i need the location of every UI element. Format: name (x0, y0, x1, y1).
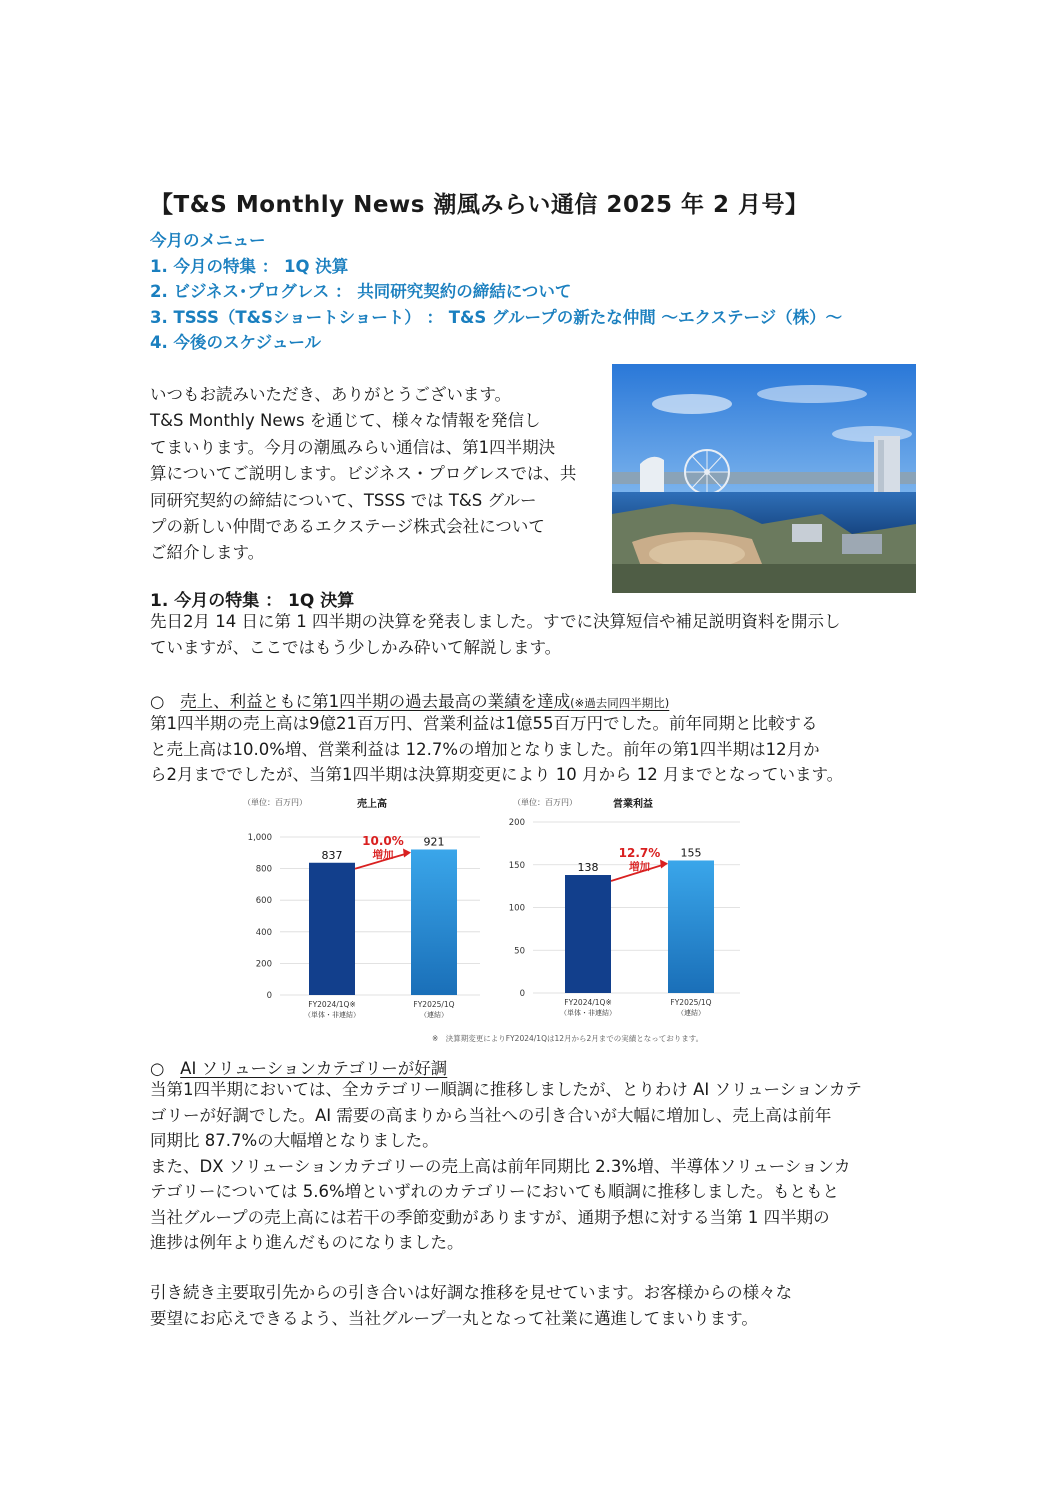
growth-arrow-head (660, 859, 668, 868)
chart-bar (565, 875, 611, 993)
chart-data-label: 138 (577, 861, 599, 875)
closing-line: 引き続き主要取引先からの引き合いは好調な推移を見せています。お客様からの様々な (150, 1283, 793, 1302)
intro-line: 同研究契約の締結について、TSSS では T&S グルー (150, 490, 537, 510)
growth-percent-label: 12.7% (618, 846, 661, 861)
chart-ytick-label: 800 (255, 864, 272, 875)
intro-line: いつもお読みいただき、ありがとうございます。 (150, 385, 512, 404)
operating-profit-chart (505, 795, 745, 1027)
chart-bar (668, 860, 714, 993)
sub1-line: ら2月まででしたが、当第1四半期は決算期変更により 10 月から 12 月までとなっています。 (150, 765, 844, 784)
sub2-line: ゴリーが好調でした。AI 需要の高まりから当社への引き合いが大幅に増加し、売上高は前年 (150, 1105, 832, 1125)
sub2-line: 当第1四半期においては、全カテゴリー順調に推移しましたが、とりわけ AI ソリューションカテ (150, 1080, 862, 1099)
closing-paragraph (150, 1280, 792, 1331)
chart-title: 売上高 (357, 799, 387, 810)
chart-ytick-label: 0 (266, 991, 272, 1001)
chart-ytick-label: 200 (255, 959, 272, 970)
bullet-circle-icon: ○ (150, 1059, 165, 1078)
sub2-heading-row (150, 1055, 447, 1079)
menu-heading: 今月のメニュー (150, 231, 266, 250)
intro-paragraph (150, 382, 600, 567)
sub2-line: テゴリーについては 5.6%増といずれのカテゴリーにおいても順調に推移しました。もともと (150, 1182, 840, 1201)
chart-footnote: ※ 決算期変更によりFY2024/1Qは12月から2月までの実績となっております。 (432, 1034, 704, 1043)
harbor-cityscape-image (612, 364, 916, 593)
intro-line: T&S Monthly News を通じて、様々な情報を発信し (150, 411, 541, 431)
chart-ytick-label: 1,000 (247, 833, 272, 843)
menu-item: 2. ビジネス･プログレス ： 共同研究契約の締結について (150, 282, 572, 301)
operating-profit-chart-svg (505, 795, 745, 1027)
intro-line: てまいります。今月の潮風みらい通信は、第1四半期決 (150, 437, 556, 457)
sub1-paragraph (150, 711, 843, 788)
growth-percent-label: 10.0% (362, 833, 404, 848)
chart-category-sublabel: （連結） (677, 1009, 705, 1017)
sub2-paragraph (150, 1077, 862, 1256)
sub2-line: また、DX ソリューションカテゴリーの売上高は前年同期比 2.3%増、半導体ソリューションカ (150, 1156, 851, 1176)
sub1-heading-text: 売上、利益ともに第1四半期の過去最高の業績を達成 (180, 692, 571, 711)
chart-category-label: FY2025/1Q (670, 998, 712, 1007)
chart-bar (309, 863, 355, 995)
sub1-line: と売上高は10.0%増、営業利益は 12.7%の増加となりました。前年の第1四半期は12月か (150, 739, 820, 759)
chart-ytick-label: 150 (508, 860, 525, 871)
chart-category-label: FY2025/1Q (413, 1000, 455, 1009)
sub1-heading-row (150, 688, 669, 712)
growth-text-label: 増加 (629, 861, 650, 874)
chart-unit-label: （単位：百万円） (513, 798, 577, 807)
section1-heading: 1. 今月の特集 ： 1Q 決算 (150, 591, 355, 611)
sub2-line: 同期比 87.7%の大幅増となりました。 (150, 1131, 439, 1150)
growth-arrow-head (403, 848, 411, 857)
chart-ytick-label: 0 (519, 989, 525, 999)
sub1-line: 第1四半期の売上高は9億21百万円、営業利益は1億55百万円でした。前年同期と比較する (150, 714, 818, 733)
menu-list (150, 228, 842, 356)
closing-line: 要望にお応えできるよう、当社グループ一丸となって社業に邁進してまいります。 (150, 1308, 758, 1328)
section1-paragraph (150, 609, 840, 660)
section1-line: 先日2月 14 日に第 1 四半期の決算を発表しました。すでに決算短信や補足説明資料を開示し (150, 612, 841, 631)
page-title: 【T&S Monthly News 潮風みらい通信 2025 年 2 月号】 (150, 192, 809, 218)
chart-category-sublabel: （連結） (420, 1011, 448, 1019)
chart-title: 営業利益 (613, 799, 653, 810)
menu-item: 1. 今月の特集 ： 1Q 決算 (150, 256, 349, 276)
intro-line: プの新しい仲間であるエクステージ株式会社について (150, 516, 545, 536)
sub1-heading-note: (※過去同四半期比) (570, 696, 670, 710)
sub1-heading (180, 692, 669, 711)
sales-chart (235, 795, 485, 1027)
chart-data-label: 921 (423, 835, 445, 849)
chart-unit-label: （単位：百万円） (243, 798, 307, 807)
chart-category-sublabel: （単体・非連結） (560, 1009, 616, 1017)
chart-ytick-label: 400 (255, 927, 272, 938)
menu-item: 3. TSSS（T&Sショートショート） ： T&S グループの新たな仲間 ～エクステージ（株）～ (150, 307, 843, 327)
chart-category-label: FY2024/1Q※ (308, 1000, 356, 1009)
chart-ytick-label: 600 (255, 896, 272, 907)
chart-data-label: 837 (321, 848, 343, 862)
intro-line: 算についてご説明します。ビジネス・プログレスでは、共 (150, 464, 577, 484)
growth-text-label: 増加 (372, 848, 394, 861)
chart-category-sublabel: （単体・非連結） (304, 1011, 360, 1019)
chart-ytick-label: 100 (508, 903, 525, 914)
intro-line: ご紹介します。 (150, 543, 265, 563)
chart-ytick-label: 200 (508, 818, 525, 828)
chart-ytick-label: 50 (514, 946, 525, 957)
chart-category-label: FY2024/1Q※ (564, 998, 612, 1007)
menu-item: 4. 今後のスケジュール (150, 333, 322, 352)
sub2-line: 当社グループの売上高には若干の季節変動がありますが、通期予想に対する当第 1 四半期の (150, 1207, 830, 1227)
harbor-cityscape-photo (612, 364, 916, 593)
chart-data-label: 155 (680, 846, 702, 860)
bullet-circle-icon: ○ (150, 692, 165, 711)
sub2-heading: AI ソリューションカテゴリーが好調 (180, 1059, 448, 1078)
section1-line: ていますが、ここではもう少しかみ砕いて解説します。 (150, 637, 562, 657)
chart-bar (411, 849, 457, 995)
sub2-line: 進捗は例年より進んだものになりました。 (150, 1233, 464, 1252)
sales-chart-svg (235, 795, 485, 1027)
